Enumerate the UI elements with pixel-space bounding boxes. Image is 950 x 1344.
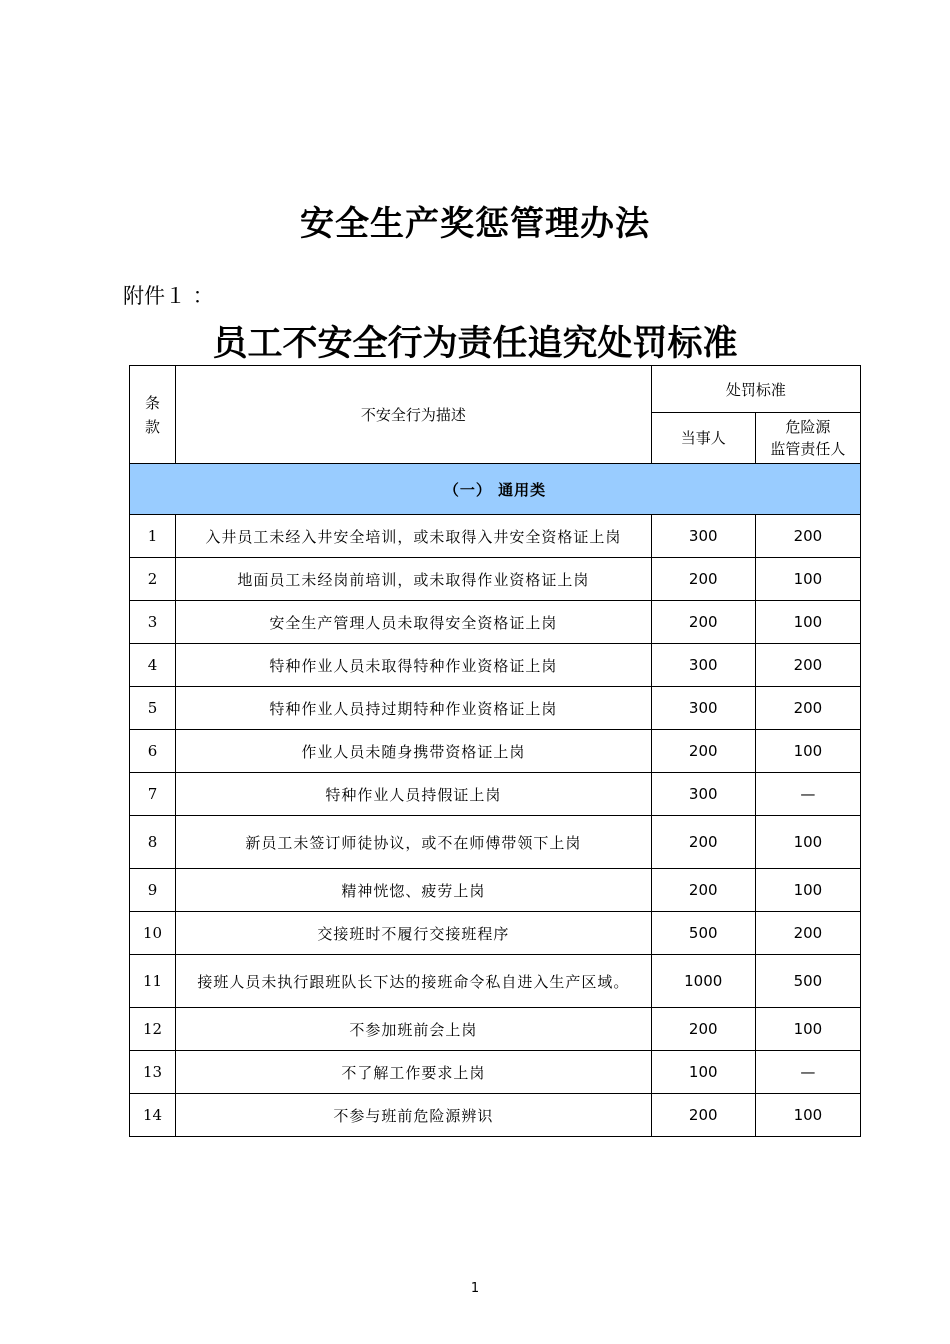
supervisor-penalty: 100 xyxy=(755,558,860,601)
behavior-description: 特种作业人员持假证上岗 xyxy=(176,773,652,816)
party-penalty: 1000 xyxy=(651,955,755,1008)
table-row xyxy=(130,644,861,687)
header-party: 当事人 xyxy=(651,413,755,464)
table-body xyxy=(130,515,861,1137)
table-row xyxy=(130,773,861,816)
table-row xyxy=(130,601,861,644)
behavior-description: 入井员工未经入井安全培训，或未取得入井安全资格证上岗 xyxy=(176,515,652,558)
party-penalty: 200 xyxy=(651,1008,755,1051)
behavior-description: 不了解工作要求上岗 xyxy=(176,1051,652,1094)
supervisor-penalty: — xyxy=(755,773,860,816)
clause-number: 1 xyxy=(130,515,176,558)
party-penalty: 200 xyxy=(651,869,755,912)
table-row xyxy=(130,730,861,773)
section-label: （一） 通用类 xyxy=(130,464,861,515)
table-row xyxy=(130,912,861,955)
penalty-table xyxy=(129,365,861,1137)
table-row xyxy=(130,869,861,912)
clause-number: 6 xyxy=(130,730,176,773)
table-row xyxy=(130,955,861,1008)
party-penalty: 200 xyxy=(651,601,755,644)
clause-number: 8 xyxy=(130,816,176,869)
party-penalty: 500 xyxy=(651,912,755,955)
clause-number: 9 xyxy=(130,869,176,912)
table-row xyxy=(130,816,861,869)
clause-number: 3 xyxy=(130,601,176,644)
supervisor-penalty: — xyxy=(755,1051,860,1094)
table-row xyxy=(130,1008,861,1051)
behavior-description: 交接班时不履行交接班程序 xyxy=(176,912,652,955)
behavior-description: 安全生产管理人员未取得安全资格证上岗 xyxy=(176,601,652,644)
supervisor-penalty: 100 xyxy=(755,1094,860,1137)
clause-number: 2 xyxy=(130,558,176,601)
supervisor-penalty: 100 xyxy=(755,601,860,644)
table-title: 员工不安全行为责任追究处罚标准 xyxy=(212,323,738,364)
clause-number: 14 xyxy=(130,1094,176,1137)
party-penalty: 300 xyxy=(651,773,755,816)
clause-number: 12 xyxy=(130,1008,176,1051)
party-penalty: 200 xyxy=(651,558,755,601)
behavior-description: 接班人员未执行跟班队长下达的接班命令私自进入生产区域。 xyxy=(176,955,652,1008)
party-penalty: 100 xyxy=(651,1051,755,1094)
table-row xyxy=(130,558,861,601)
party-penalty: 200 xyxy=(651,1094,755,1137)
clause-number: 11 xyxy=(130,955,176,1008)
behavior-description: 作业人员未随身携带资格证上岗 xyxy=(176,730,652,773)
supervisor-penalty: 200 xyxy=(755,515,860,558)
supervisor-penalty: 200 xyxy=(755,687,860,730)
table-row xyxy=(130,1051,861,1094)
header-clause xyxy=(130,366,176,464)
supervisor-penalty: 200 xyxy=(755,912,860,955)
document-title: 安全生产奖惩管理办法 xyxy=(300,204,650,244)
party-penalty: 200 xyxy=(651,816,755,869)
party-penalty: 300 xyxy=(651,687,755,730)
clause-number: 4 xyxy=(130,644,176,687)
clause-number: 10 xyxy=(130,912,176,955)
table-row xyxy=(130,515,861,558)
supervisor-penalty: 100 xyxy=(755,730,860,773)
clause-number: 7 xyxy=(130,773,176,816)
behavior-description: 不参与班前危险源辨识 xyxy=(176,1094,652,1137)
header-supervisor-line1: 危险源 xyxy=(785,418,831,436)
clause-number: 13 xyxy=(130,1051,176,1094)
header-supervisor-line2: 监管责任人 xyxy=(770,440,846,458)
behavior-description: 不参加班前会上岗 xyxy=(176,1008,652,1051)
party-penalty: 300 xyxy=(651,515,755,558)
header-clause-label: 条款 xyxy=(145,393,161,436)
party-penalty: 200 xyxy=(651,730,755,773)
behavior-description: 特种作业人员持过期特种作业资格证上岗 xyxy=(176,687,652,730)
behavior-description: 新员工未签订师徒协议，或不在师傅带领下上岗 xyxy=(176,816,652,869)
behavior-description: 精神恍惚、疲劳上岗 xyxy=(176,869,652,912)
page-number: 1 xyxy=(470,1281,480,1296)
supervisor-penalty: 100 xyxy=(755,816,860,869)
header-row-1 xyxy=(130,366,861,413)
behavior-description: 特种作业人员未取得特种作业资格证上岗 xyxy=(176,644,652,687)
supervisor-penalty: 200 xyxy=(755,644,860,687)
supervisor-penalty: 500 xyxy=(755,955,860,1008)
party-penalty: 300 xyxy=(651,644,755,687)
header-penalty-standard: 处罚标准 xyxy=(651,366,860,413)
supervisor-penalty: 100 xyxy=(755,869,860,912)
clause-number: 5 xyxy=(130,687,176,730)
supervisor-penalty: 100 xyxy=(755,1008,860,1051)
section-row xyxy=(130,464,861,515)
header-description: 不安全行为描述 xyxy=(176,366,652,464)
table-row xyxy=(130,1094,861,1137)
header-supervisor xyxy=(755,413,860,464)
behavior-description: 地面员工未经岗前培训，或未取得作业资格证上岗 xyxy=(176,558,652,601)
table-row xyxy=(130,687,861,730)
attachment-label: 附件１ ： xyxy=(123,284,214,308)
